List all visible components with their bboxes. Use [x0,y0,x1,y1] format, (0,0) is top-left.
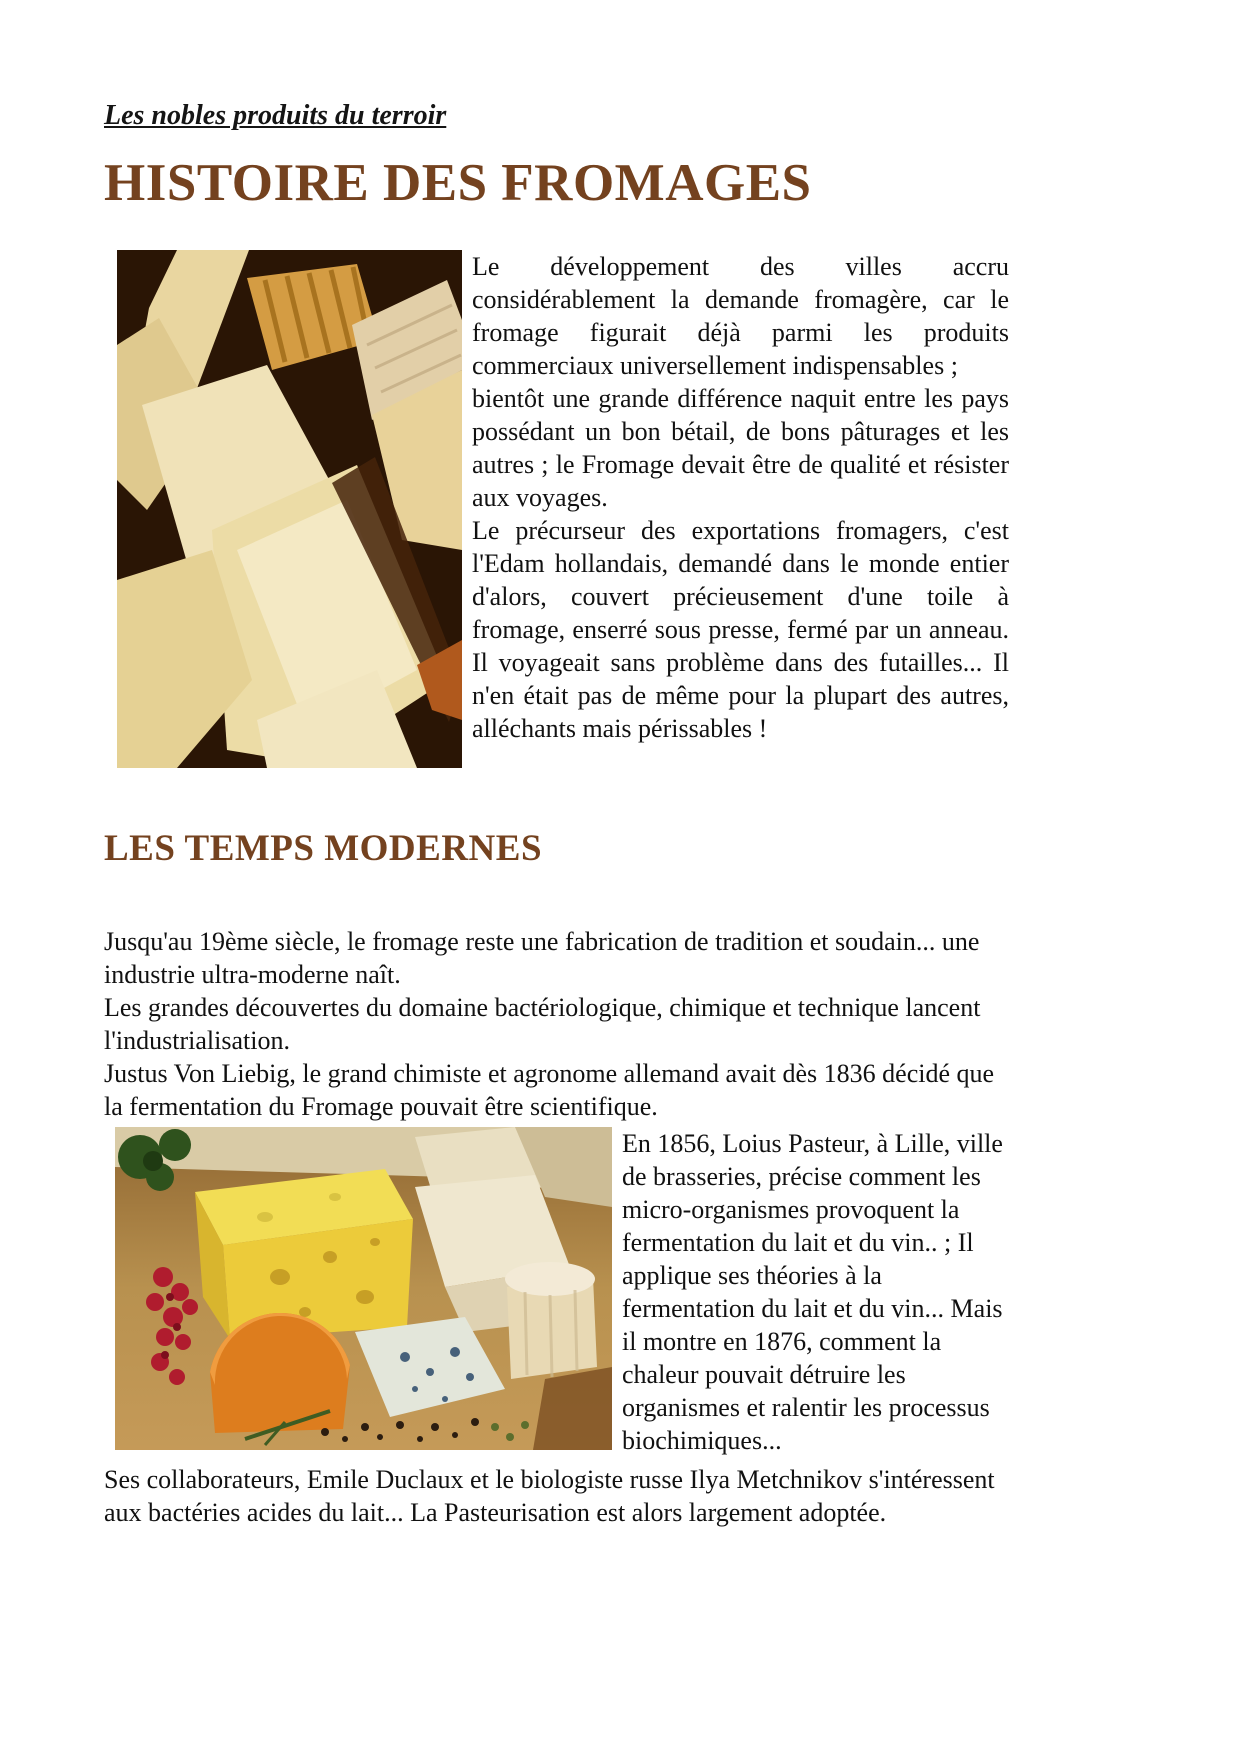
pasteur-section [104,1127,1009,1529]
cheese-wedges-photo [117,250,462,768]
intro-paragraph-1: Le développement des villes accru considérablement la demande fromagère, car le fromage figurait déjà parmi les produits commerciaux universellement indispensables ; [472,251,1009,380]
collaborators-paragraph: Ses collaborateurs, Emile Duclaux et le biologiste russe Ilya Metchnikov s'intéressent aux bactéries acides du lait... La Pasteurisation est alors largement adoptée. [104,1464,995,1527]
eyebrow-heading: Les nobles produits du terroir [104,100,447,131]
intro-paragraph-3: Le précurseur des exportations fromagers, c'est l'Edam hollandais, demandé dans le monde entier d'alors, couvert précieusement d'une toile à fromage, enserré sous presse, fermé par un anneau. Il voyageait sans problème dans des futailles... Il n'en était pas de même pour la plupart des autres, alléchants mais périssables ! [472,515,1009,743]
page-title: HISTOIRE DES FROMAGES [104,154,812,212]
cheese-platter-photo [115,1127,612,1450]
section-heading-les-temps-modernes: LES TEMPS MODERNES [104,827,543,869]
cheese-platter-illustration [115,1127,612,1450]
pasteur-paragraph: En 1856, Loius Pasteur, à Lille, ville de brasseries, précise comment les micro-organismes provoquent la fermentation du lait et du vin.. ; Il applique ses théories à la fermentation du lait et du vin... Mais il montre en 1876, comment la chaleur pouvait détruire les organismes et ralentir les processus biochimiques... [622,1128,1003,1455]
cheese-wedges-illustration [117,250,462,768]
document-page [104,0,1009,1529]
modern-paragraph-2: Les grandes découvertes du domaine bactériologique, chimique et technique lancent l'industrialisation. [104,992,981,1055]
modern-paragraph-3: Justus Von Liebig, le grand chimiste et agronome allemand avait dès 1836 décidé que la fermentation du Fromage pouvait être scientifique. [104,1058,995,1121]
modern-times-section [104,925,1009,1123]
intro-paragraph-2: bientôt une grande différence naquit entre les pays possédant un bon bétail, de bons pâturages et les autres ; le Fromage devait être de qualité et résister aux voyages. [472,383,1009,512]
modern-paragraph-1: Jusqu'au 19ème siècle, le fromage reste une fabrication de tradition et soudain... une industrie ultra-moderne naît. [104,926,980,989]
intro-section [104,250,1009,745]
